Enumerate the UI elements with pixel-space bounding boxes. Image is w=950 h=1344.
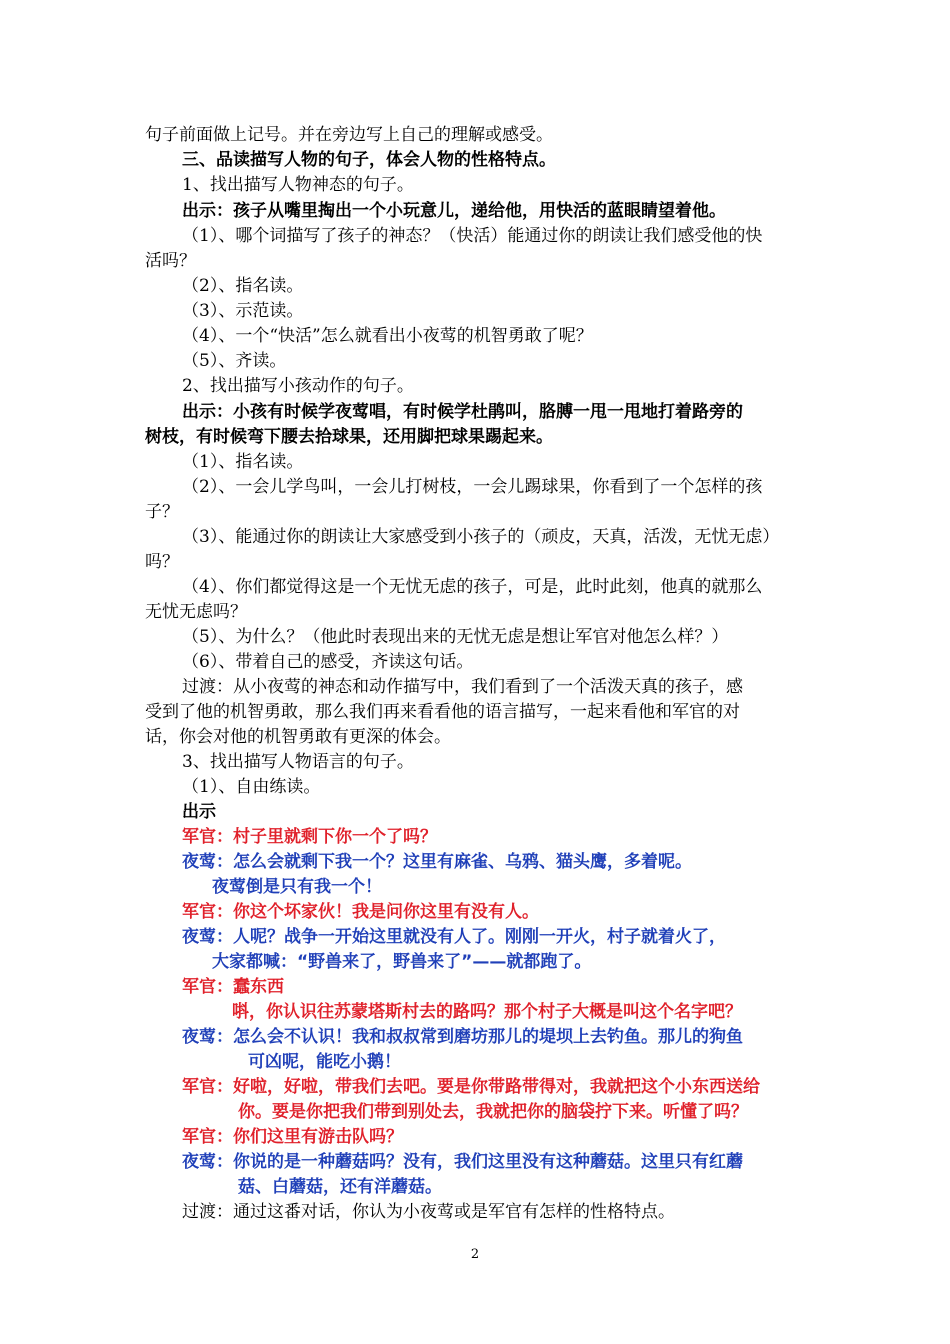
question-line: （3）、示范读。: [182, 301, 304, 321]
section-heading: 三、品读描写人物的句子，体会人物的性格特点。: [182, 150, 556, 170]
transition-line: 过渡：从小夜莺的神态和动作描写中，我们看到了一个活泼天真的孩子，感: [182, 677, 743, 697]
show-label: 出示: [182, 802, 216, 822]
quoted-sentence: 出示：小孩有时候学夜莺唱，有时候学杜鹃叫，胳膊一甩一甩地打着路旁的: [182, 402, 743, 422]
text-line: 活吗？: [145, 251, 196, 271]
question-line: （1）、指名读。: [182, 452, 304, 472]
question-line: （4）、你们都觉得这是一个无忧无虑的孩子，可是，此时此刻，他真的就那么: [182, 577, 763, 597]
text-line: 话，你会对他的机智勇敢有更深的体会。: [145, 727, 451, 747]
nightingale-line: 夜莺：怎么会就剩下我一个？这里有麻雀、乌鸦、猫头鹰，多着呢。: [182, 852, 692, 872]
step-heading: 1、找出描写人物神态的句子。: [182, 175, 414, 195]
text-line: 子？: [145, 502, 179, 522]
officer-line: 唞，你认识往苏蒙塔斯村去的路吗？那个村子大概是叫这个名字吧？: [232, 1002, 742, 1022]
question-line: （6）、带着自己的感受，齐读这句话。: [182, 652, 474, 672]
officer-line: 你。要是你把我们带到别处去，我就把你的脑袋拧下来。听懂了吗？: [238, 1102, 748, 1122]
question-line: （2）、一会儿学鸟叫，一会儿打树枝，一会儿踢球果，你看到了一个怎样的孩: [182, 477, 763, 497]
nightingale-line: 可凶呢，能吃小鹅！: [248, 1052, 401, 1072]
question-line: （3）、能通过你的朗读让大家感受到小孩子的（顽皮，天真，活泼，无忧无虑）: [182, 527, 780, 547]
transition-line: 过渡：通过这番对话，你认为小夜莺或是军官有怎样的性格特点。: [182, 1202, 675, 1222]
nightingale-line: 夜莺：人呢？战争一开始这里就没有人了。刚刚一开火，村子就着火了，: [182, 927, 726, 947]
text-line: 句子前面做上记号。并在旁边写上自己的理解或感受。: [145, 125, 553, 145]
text-line: 吗？: [145, 552, 179, 572]
nightingale-line: 夜莺倒是只有我一个！: [212, 877, 382, 897]
officer-line: 军官：蠢东西: [182, 977, 284, 997]
officer-line: 军官：你这个坏家伙！我是问你这里有没有人。: [182, 902, 539, 922]
quoted-sentence: 出示：孩子从嘴里掏出一个小玩意儿，递给他，用快活的蓝眼睛望着他。: [182, 201, 726, 221]
question-line: （5）、齐读。: [182, 351, 287, 371]
question-line: （1）、自由练读。: [182, 777, 321, 797]
officer-line: 军官：村子里就剩下你一个了吗？: [182, 827, 437, 847]
page-number: 2: [470, 1247, 480, 1262]
nightingale-line: 夜莺：怎么会不认识！我和叔叔常到磨坊那儿的堤坝上去钓鱼。那儿的狗鱼: [182, 1027, 743, 1047]
step-heading: 3、找出描写人物语言的句子。: [182, 752, 414, 772]
officer-line: 军官：好啦，好啦，带我们去吧。要是你带路带得对，我就把这个小东西送给: [182, 1077, 760, 1097]
nightingale-line: 夜莺：你说的是一种蘑菇吗？没有，我们这里没有这种蘑菇。这里只有红蘑: [182, 1152, 743, 1172]
officer-line: 军官：你们这里有游击队吗？: [182, 1127, 403, 1147]
question-line: （2）、指名读。: [182, 276, 304, 296]
step-heading: 2、找出描写小孩动作的句子。: [182, 376, 414, 396]
nightingale-line: 大家都喊：“野兽来了，野兽来了”——就都跑了。: [212, 952, 592, 972]
text-line: 受到了他的机智勇敢，那么我们再来看看他的语言描写，一起来看他和军官的对: [145, 702, 740, 722]
quoted-sentence: 树枝，有时候弯下腰去拾球果，还用脚把球果踢起来。: [145, 427, 553, 447]
question-line: （1）、哪个词描写了孩子的神态？（快活）能通过你的朗读让我们感受他的快: [182, 226, 763, 246]
nightingale-line: 菇、白蘑菇，还有洋蘑菇。: [238, 1177, 442, 1197]
question-line: （5）、为什么？（他此时表现出来的无忧无虑是想让军官对他怎么样？）: [182, 627, 729, 647]
question-line: （4）、一个“快活”怎么就看出小夜莺的机智勇敢了呢？: [182, 326, 593, 346]
text-line: 无忧无虑吗？: [145, 602, 247, 622]
